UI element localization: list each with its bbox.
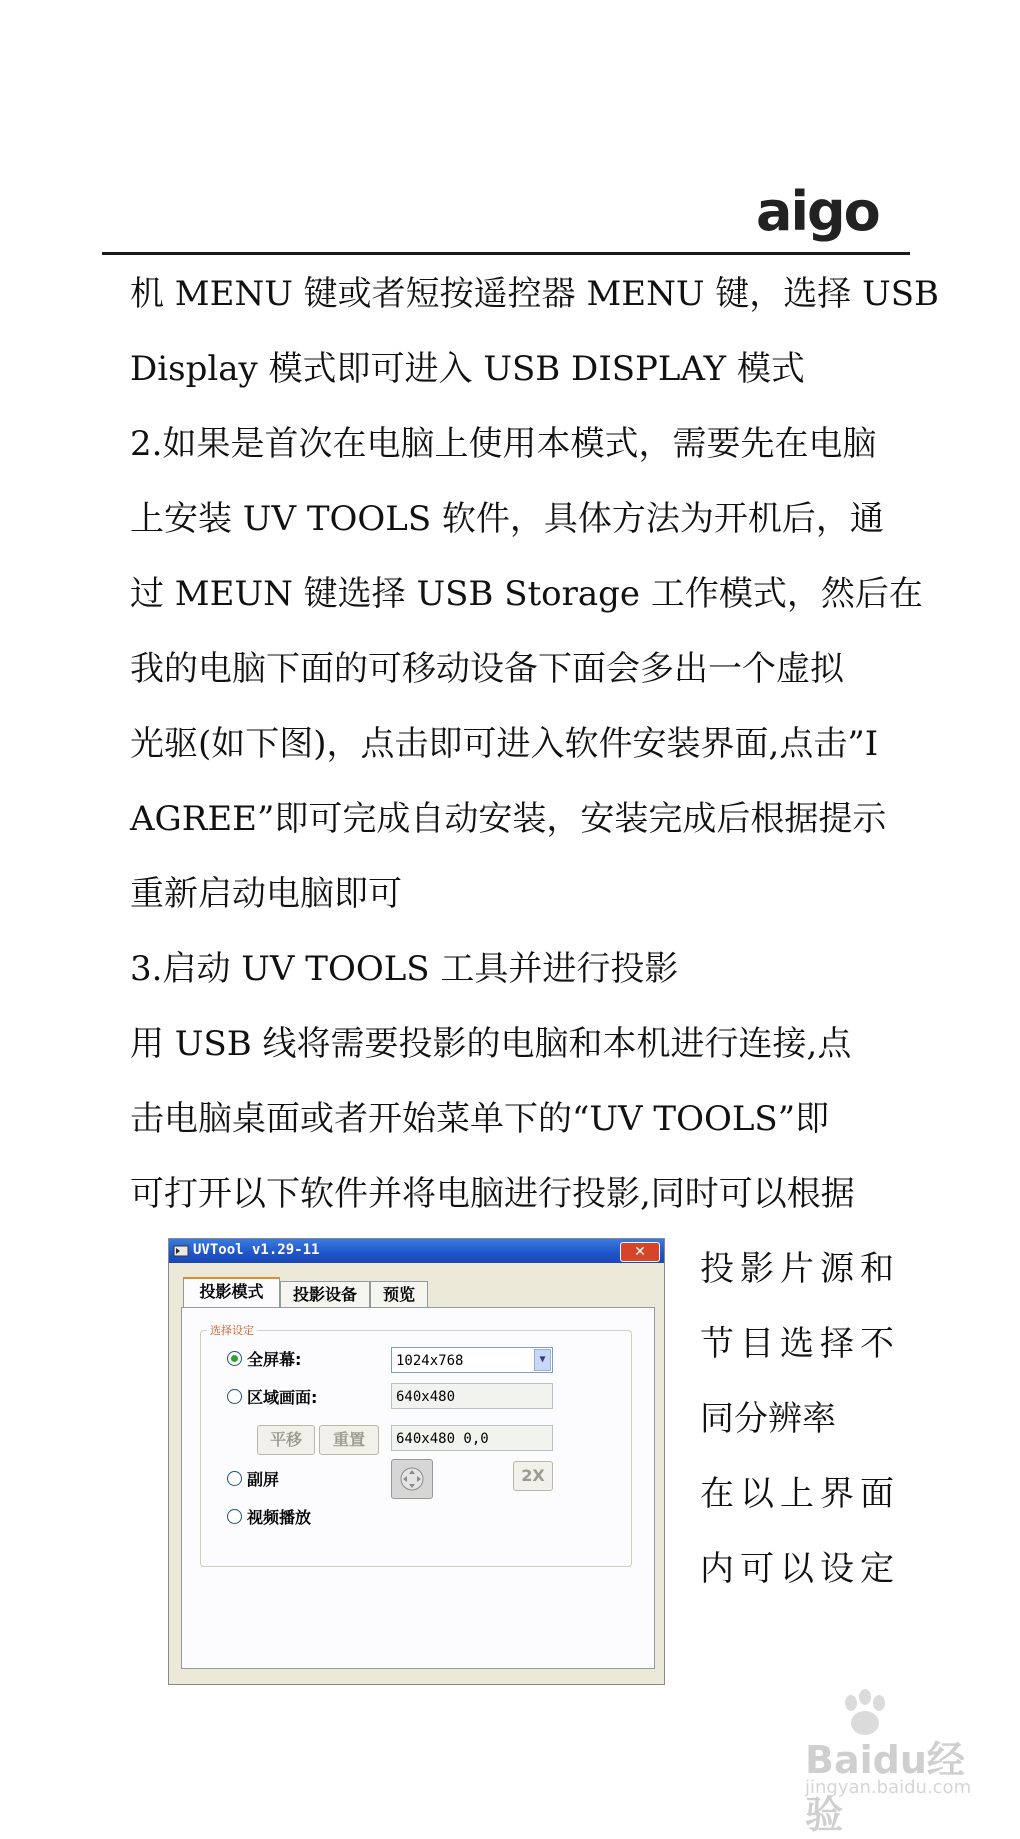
tab-preview[interactable]: 预览 <box>370 1281 428 1308</box>
text-line: 上安装 UV TOOLS 软件，具体方法为开机后，通 <box>130 499 884 539</box>
fullscreen-radio[interactable] <box>227 1351 242 1366</box>
side-text-line: 同分辨率 <box>700 1399 836 1439</box>
text-line: 击电脑桌面或者开始菜单下的“UV TOOLS”即 <box>130 1099 830 1139</box>
direction-pad[interactable] <box>391 1459 433 1499</box>
chevron-down-icon[interactable]: ▼ <box>534 1349 551 1371</box>
text-line: 我的电脑下面的可移动设备下面会多出一个虚拟 <box>130 649 844 689</box>
video-play-radio[interactable] <box>227 1509 242 1524</box>
uvtool-dialog <box>168 1238 665 1685</box>
text-line: 光驱(如下图)，点击即可进入软件安装界面,点击”I <box>130 724 879 764</box>
side-text-line: 在以上界面 <box>700 1474 900 1514</box>
logo-text: aigo <box>756 180 879 243</box>
region-radio[interactable] <box>227 1389 242 1404</box>
secondary-screen-radio[interactable] <box>227 1471 242 1486</box>
move-pad-icon <box>392 1460 432 1498</box>
group-label: 选择设定 <box>207 1322 257 1338</box>
text-line: 重新启动电脑即可 <box>130 874 402 914</box>
text-line: 过 MEUN 键选择 USB Storage 工作模式，然后在 <box>130 574 923 614</box>
side-text-line: 节目选择不 <box>700 1324 900 1364</box>
move-button[interactable]: 平移 <box>257 1425 315 1455</box>
region-label: 区域画面: <box>247 1388 318 1407</box>
watermark-url: jingyan.baidu.com <box>805 1777 972 1798</box>
text-line: 可打开以下软件并将电脑进行投影,同时可以根据 <box>130 1174 855 1214</box>
side-text-line: 投影片源和 <box>700 1249 900 1289</box>
close-button[interactable]: ✕ <box>620 1242 660 1262</box>
aigo-logo <box>756 180 906 260</box>
section-heading: 3.启动 UV TOOLS 工具并进行投影 <box>130 949 679 989</box>
video-play-label: 视频播放 <box>247 1508 312 1527</box>
zoom-2x-button[interactable]: 2X <box>513 1461 553 1491</box>
secondary-screen-label: 副屏 <box>247 1470 280 1489</box>
fullscreen-label: 全屏幕: <box>247 1350 302 1369</box>
app-icon <box>173 1243 189 1259</box>
text-line: AGREE”即可完成自动安装，安装完成后根据提示 <box>130 799 887 839</box>
text-line: 用 USB 线将需要投影的电脑和本机进行连接,点 <box>130 1024 852 1064</box>
region-offset-field[interactable]: 640x480 0,0 <box>391 1425 553 1451</box>
header-rule <box>102 252 910 255</box>
title-bar[interactable] <box>169 1239 664 1263</box>
tab-projection-device[interactable]: 投影设备 <box>280 1281 370 1308</box>
reset-button[interactable]: 重置 <box>319 1425 379 1455</box>
baidu-watermark <box>745 1685 985 1837</box>
text-line: 机 MENU 键或者短按遥控器 MENU 键，选择 USB <box>130 274 940 314</box>
tab-panel <box>181 1307 655 1669</box>
side-text-line: 内可以设定 <box>700 1549 900 1589</box>
tab-projection-mode[interactable]: 投影模式 <box>183 1277 280 1310</box>
watermark-brand: Baidu经验 <box>805 1738 965 1837</box>
resolution-value: 1024x768 <box>396 1353 464 1369</box>
selection-group <box>200 1324 632 1567</box>
resolution-select[interactable] <box>391 1347 553 1373</box>
text-line: Display 模式即可进入 USB DISPLAY 模式 <box>130 349 805 389</box>
text-line: 2.如果是首次在电脑上使用本模式，需要先在电脑 <box>130 424 877 464</box>
window-title: UVTool v1.29-11 <box>193 1242 320 1258</box>
region-size-field[interactable]: 640x480 <box>391 1383 553 1409</box>
